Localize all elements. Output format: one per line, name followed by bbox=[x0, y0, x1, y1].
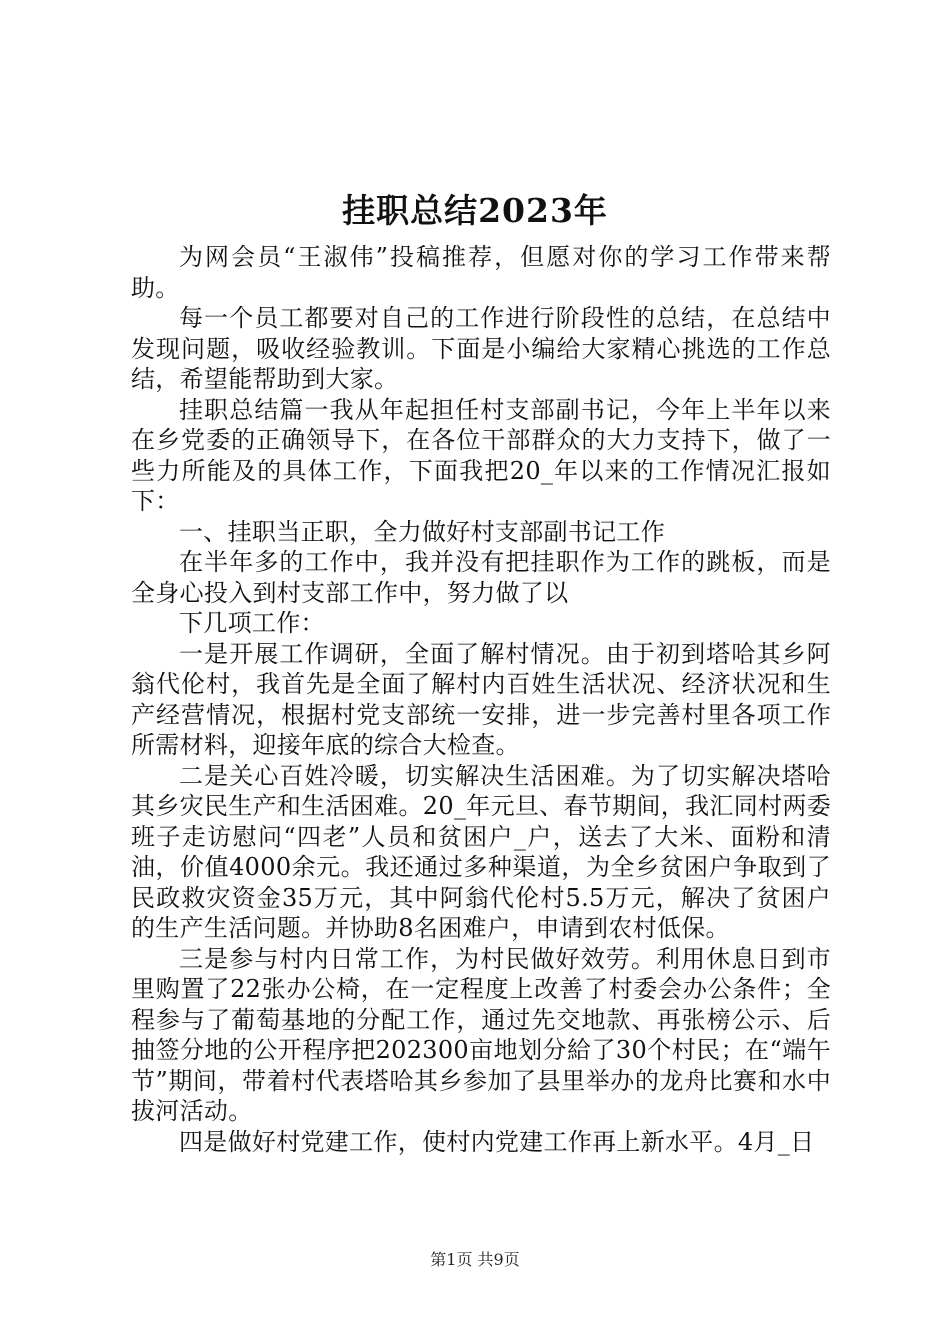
paragraph-half-year: 在半年多的工作中，我并没有把挂职作为工作的跳板，而是全身心投入到村支部工作中，努力做了以 bbox=[131, 548, 831, 607]
section-heading-one: 一、挂职当正职，全力做好村支部副书记工作 bbox=[179, 517, 665, 546]
paragraph-intro: 每一个员工都要对自己的工作进行阶段性的总结，在总结中发现问题，吸收经验教训。下面是小编给大家精心挑选的工作总结，希望能帮助到大家。 bbox=[131, 304, 831, 393]
paragraph-following-tasks: 下几项工作： bbox=[179, 609, 325, 637]
paragraph-task-one: 一是开展工作调研，全面了解村情况。由于初到塔哈其乡阿翁代伦村，我首先是全面了解村内百姓生活状况、经济状况和生产经营情况，根据村党支部统一安排，进一步完善村里各项工作所需材料，迎接年底的综合大检查。 bbox=[131, 639, 831, 759]
paragraph-task-four: 四是做好村党建工作，使村内党建工作再上新水平。4月_日 bbox=[179, 1127, 815, 1156]
document-title: 挂职总结2023年 bbox=[342, 191, 608, 230]
paragraph-task-two: 二是关心百姓冷暖，切实解决生活困难。为了切实解决塔哈其乡灾民生产和生活困难。20_年元旦、春节期间，我汇同村两委班子走访慰问“四老”人员和贫困户_户，送去了大米、面粉和清油，价值4000余元。我还通过多种渠道，为全乡贫困户争取到了民政救灾资金35万元，其中阿翁代伦村5.5万元，解决了贫困户的生产生活问题。并协助8名困难户，申请到农村低保。 bbox=[131, 761, 831, 942]
paragraph-article-one: 挂职总结篇一我从年起担任村支部副书记，今年上半年以来在乡党委的正确领导下，在各位干部群众的大力支持下，做了一些力所能及的具体工作，下面我把20_年以来的工作情况汇报如下： bbox=[131, 395, 831, 515]
paragraph-task-three: 三是参与村内日常工作，为村民做好效劳。利用休息日到市里购置了22张办公椅，在一定程度上改善了村委会办公条件；全程参与了葡萄基地的分配工作，通过先交地款、再张榜公示、后抽签分地的公开程序把202300亩地划分給了30个村民；在“端午节”期间，带着村代表塔哈其乡参加了县里举办的龙舟比赛和水中拔河活动。 bbox=[131, 944, 831, 1125]
document-body bbox=[131, 242, 831, 1157]
paragraph-recommendation: 为网会员“王淑伟”投稿推荐，但愿对你的学习工作带来帮助。 bbox=[131, 243, 831, 302]
page-number-footer: 第1页 共9页 bbox=[430, 1250, 520, 1269]
